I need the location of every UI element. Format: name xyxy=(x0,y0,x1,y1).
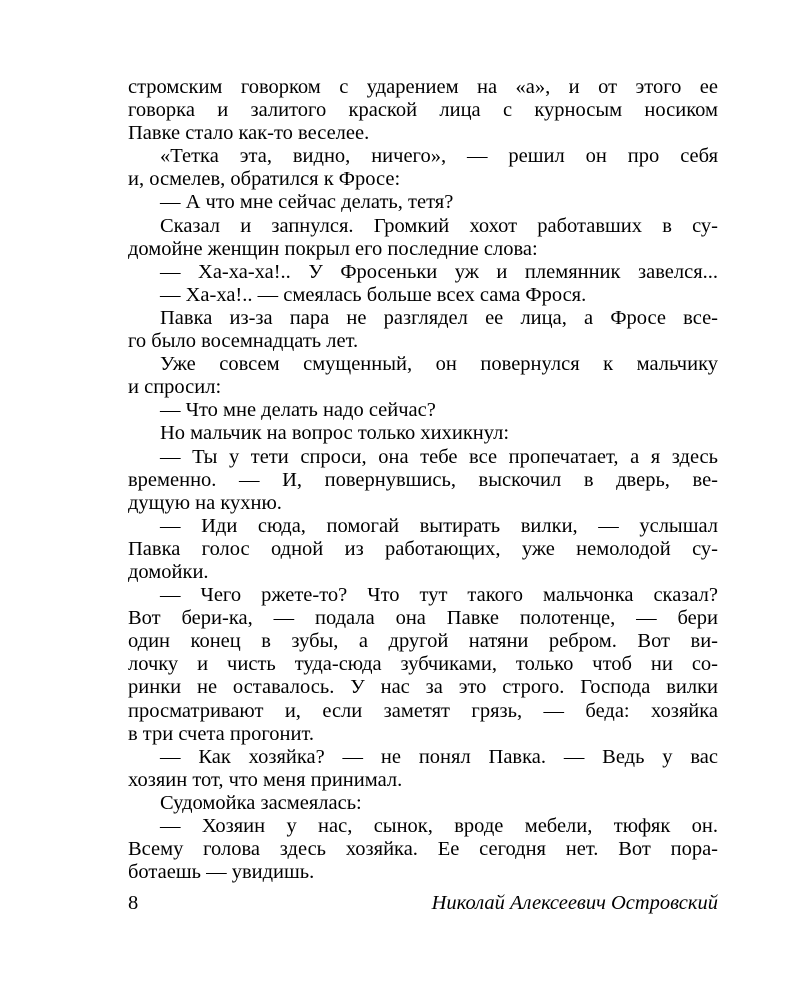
text-line: домойки. xyxy=(128,560,209,583)
text-line: ботаешь — увидишь. xyxy=(128,861,315,884)
text-line: Судомойка засмеялась: xyxy=(160,791,362,814)
text-line: — Ха-ха!.. — смеялась больше всех сама Фрося. xyxy=(160,283,587,306)
text-line: временно. — И, повернувшись, выскочил в дверь, ве- xyxy=(128,468,718,491)
body-text xyxy=(128,76,718,884)
page-number: 8 xyxy=(128,892,139,914)
text-line: — Что мне делать надо сейчас? xyxy=(160,399,436,422)
text-line: дущую на кухню. xyxy=(128,491,282,514)
text-line: ринки не оставалось. У нас за это строго. Господа вилки xyxy=(128,676,718,699)
text-line: го было восемнадцать лет. xyxy=(128,330,359,353)
text-line: — Ха-ха-ха!.. У Фросеньки уж и племянник завелся... xyxy=(160,260,718,283)
page-footer xyxy=(128,892,718,918)
text-line: стромским говорком с ударением на «а», и от этого ее xyxy=(128,76,718,98)
text-line: и, осмелев, обратился к Фросе: xyxy=(128,168,401,191)
text-line: Но мальчик на вопрос только хихикнул: xyxy=(160,422,510,445)
text-line: говорка и залитого краской лица с курносым носиком xyxy=(128,99,718,122)
running-title: Николай Алексеевич Островский xyxy=(431,892,718,914)
text-line: и спросил: xyxy=(128,376,222,399)
text-line: «Тетка эта, видно, ничего», — решил он про себя xyxy=(160,145,718,168)
text-line: просматривают и, если заметят грязь, — беда: хозяйка xyxy=(128,699,718,722)
text-line: — Иди сюда, помогай вытирать вилки, — услышал xyxy=(160,514,718,537)
text-line: — Хозяин у нас, сынок, вроде мебели, тюфяк он. xyxy=(160,815,718,837)
text-line: — Как хозяйка? — не понял Павка. — Ведь у вас xyxy=(160,745,718,768)
text-line: Всему голова здесь хозяйка. Ее сегодня нет. Вот пора- xyxy=(128,838,718,861)
text-line: один конец в зубы, а другой натяни ребром. Вот ви- xyxy=(128,630,718,653)
text-line: — Чего ржете-то? Что тут такого мальчонка сказал? xyxy=(160,584,718,607)
text-line: домойне женщин покрыл его последние слова: xyxy=(128,237,538,260)
text-line: — А что мне сейчас делать, тетя? xyxy=(160,191,454,214)
text-line: Павка из-за пара не разглядел ее лица, а Фросе все- xyxy=(160,306,718,329)
text-line: в три счета прогонит. xyxy=(128,722,314,745)
text-line: хозяин тот, что меня принимал. xyxy=(128,768,403,791)
text-line: Павка голос одной из работающих, уже немолодой су- xyxy=(128,537,718,560)
text-line: Вот бери-ка, — подала она Павке полотенце, — бери xyxy=(128,607,718,630)
text-line: Павке стало как-то веселее. xyxy=(128,122,370,145)
text-line: Уже совсем смущенный, он повернулся к мальчику xyxy=(160,353,718,376)
text-line: лочку и чисть туда-сюда зубчиками, только чтоб ни со- xyxy=(128,653,718,676)
text-line: — Ты у тети спроси, она тебе все пропечатает, а я здесь xyxy=(160,445,718,468)
text-line: Сказал и запнулся. Громкий хохот работавших в су- xyxy=(160,214,718,237)
